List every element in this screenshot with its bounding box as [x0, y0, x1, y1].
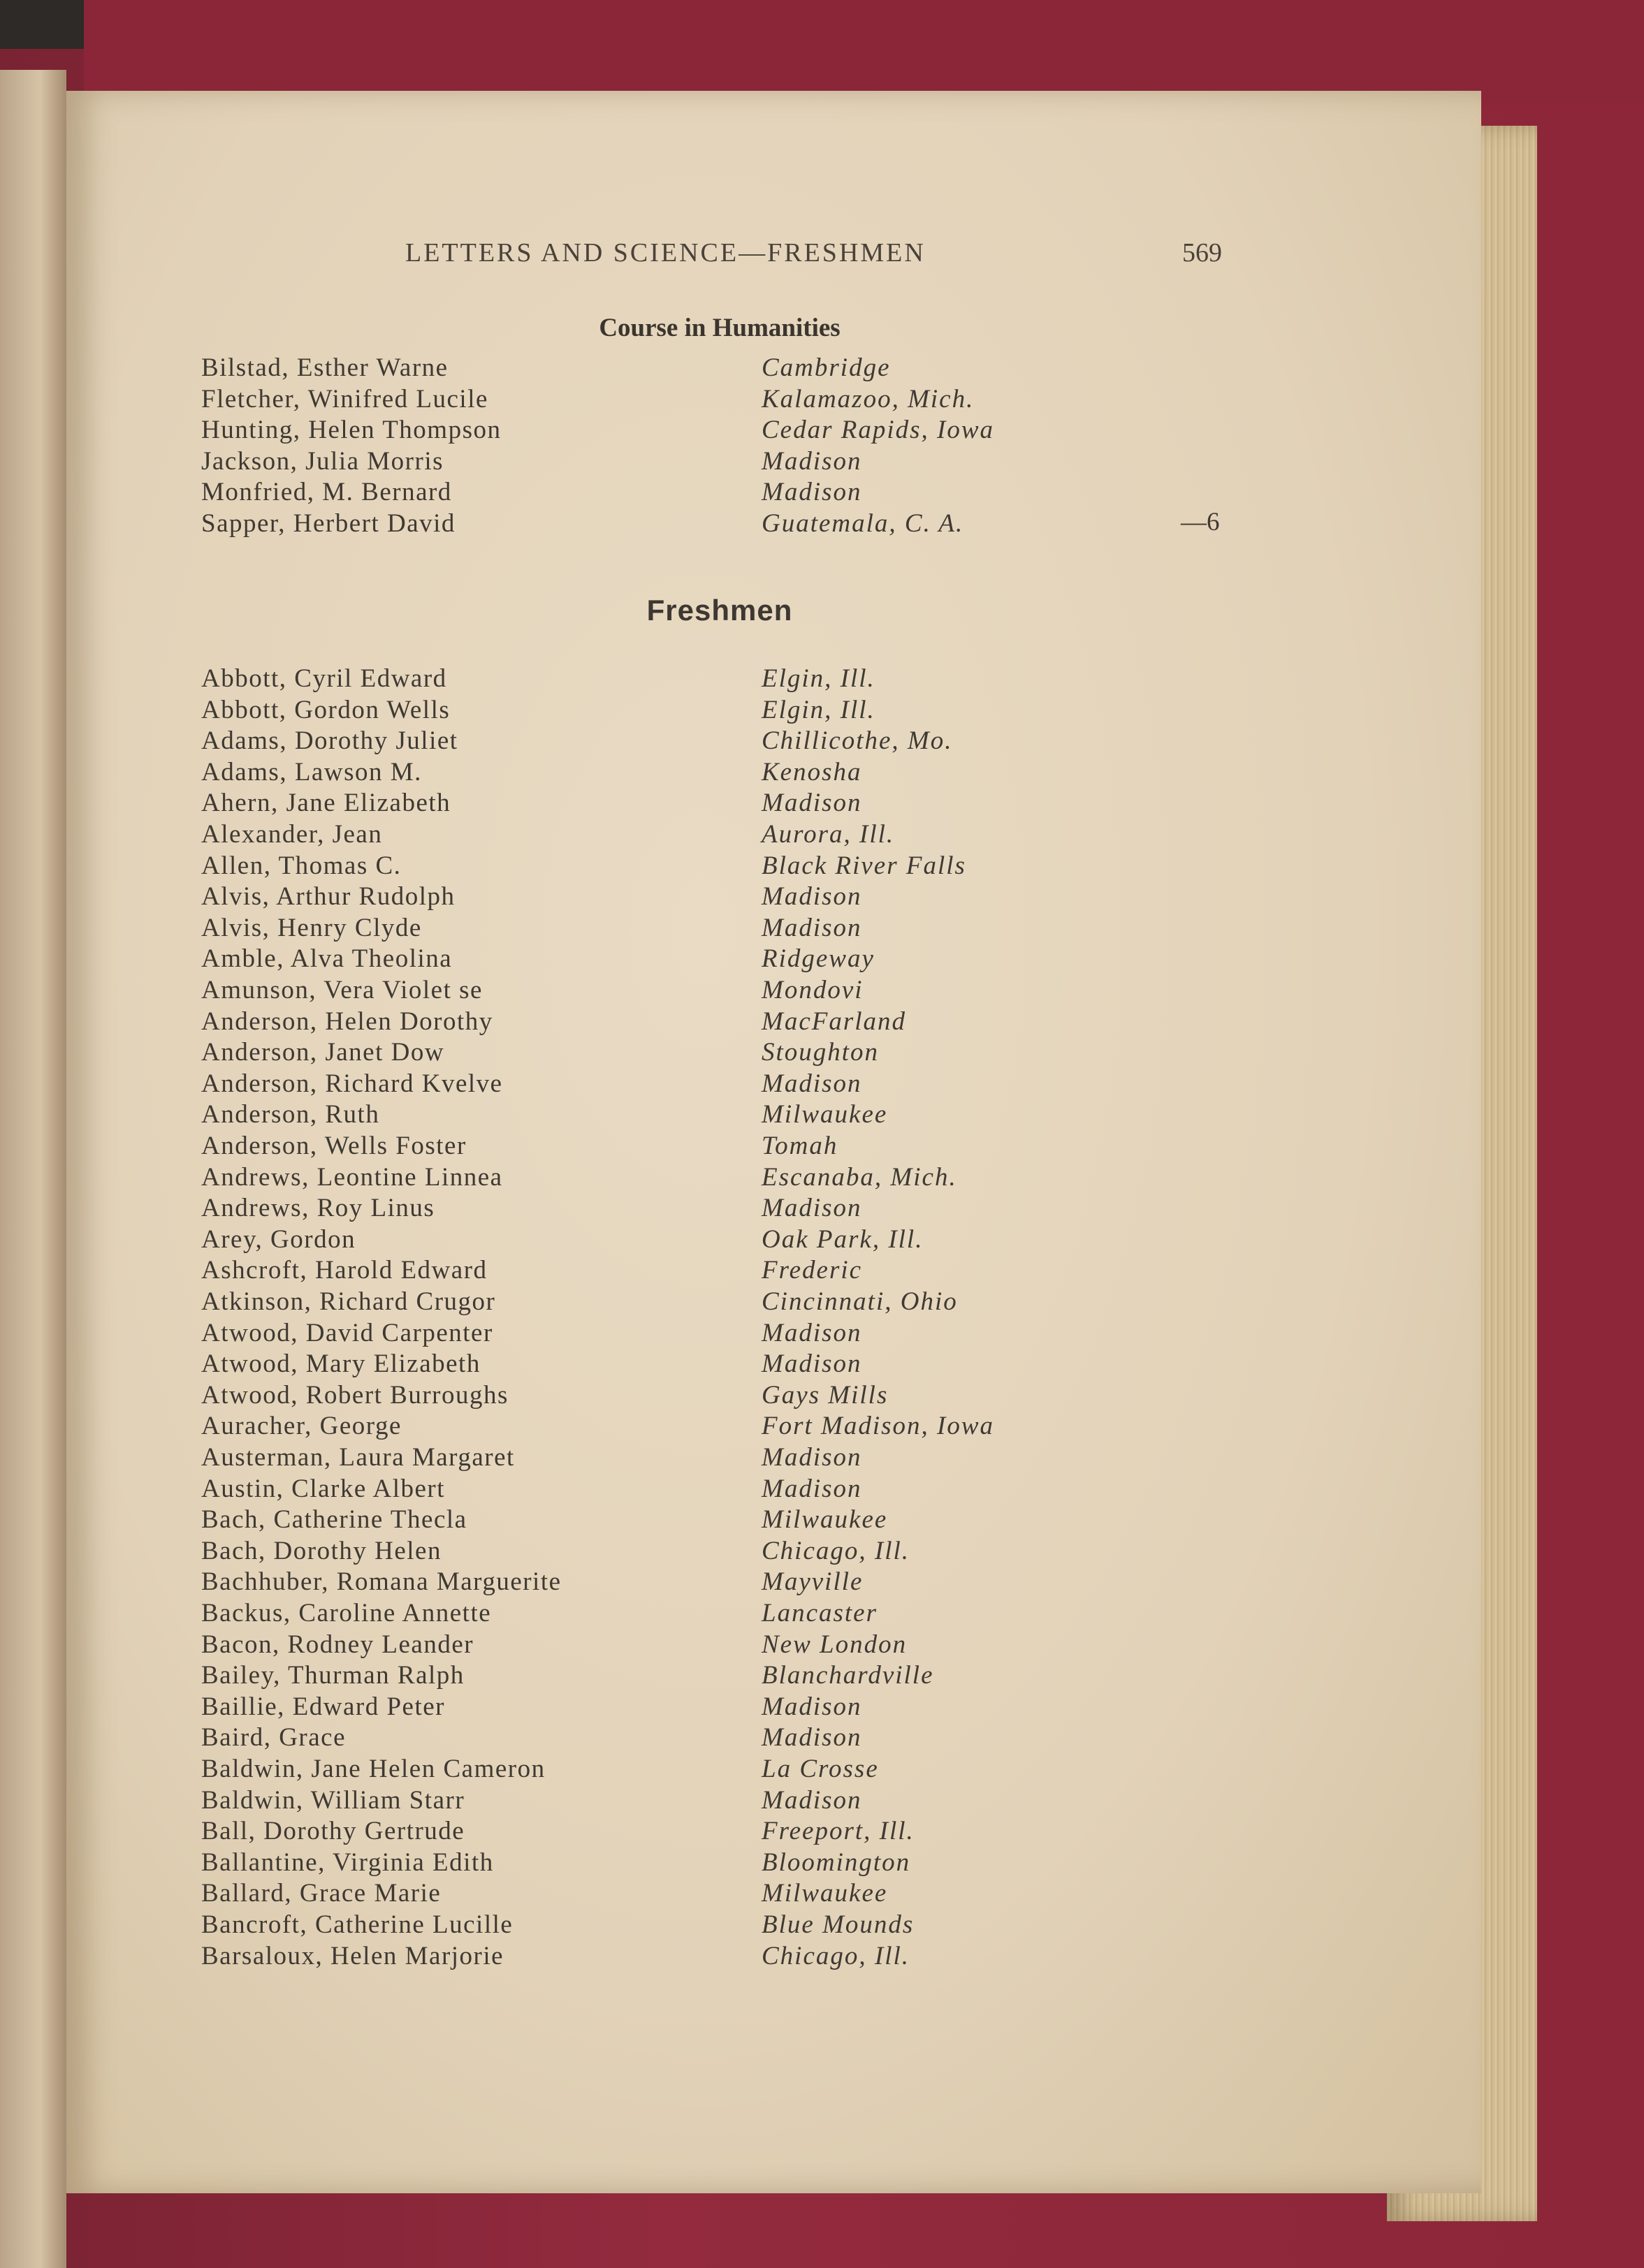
list-item: [0, 1380, 1397, 1411]
student-name: Alvis, Arthur Rudolph: [201, 882, 456, 912]
student-hometown: Elgin, Ill.: [762, 664, 875, 693]
student-hometown: Madison: [762, 446, 862, 476]
student-hometown: Gays Mills: [762, 1380, 889, 1410]
student-hometown: Kalamazoo, Mich.: [762, 384, 975, 414]
student-hometown: La Crosse: [762, 1755, 879, 1783]
student-name: Bach, Dorothy Helen: [201, 1536, 442, 1565]
student-hometown: Mayville: [762, 1567, 864, 1597]
student-hometown: Madison: [762, 1785, 862, 1815]
student-name: Ashcroft, Harold Edward: [201, 1256, 488, 1285]
student-hometown: Madison: [762, 1474, 862, 1503]
student-hometown: Madison: [762, 789, 862, 818]
student-name: Anderson, Helen Dorothy: [201, 1007, 493, 1036]
student-hometown: Milwaukee: [762, 1879, 888, 1908]
list-item: [0, 1411, 1397, 1442]
freshmen-title: Freshmen: [646, 594, 793, 627]
student-name: Bach, Catherine Thecla: [201, 1505, 467, 1535]
list-item: [0, 1816, 1397, 1847]
student-name: Anderson, Ruth: [201, 1100, 380, 1129]
list-item: [0, 819, 1397, 850]
list-item: [0, 664, 1397, 694]
student-hometown: Frederic: [762, 1256, 863, 1285]
student-hometown: Mondovi: [762, 976, 864, 1004]
list-item: [0, 1941, 1397, 1972]
student-hometown: Black River Falls: [762, 851, 966, 880]
student-hometown: Madison: [762, 882, 862, 912]
list-item: [0, 1505, 1397, 1535]
student-name: Alvis, Henry Clyde: [201, 913, 422, 942]
humanities-title: Course in Humanities: [599, 314, 841, 342]
list-item: [0, 1162, 1397, 1193]
student-hometown: Blanchardville: [762, 1661, 934, 1690]
list-item: [0, 1754, 1397, 1785]
list-item: [0, 1848, 1397, 1878]
student-name: Bilstad, Esther Warne: [201, 353, 449, 382]
student-hometown: Milwaukee: [762, 1505, 888, 1535]
list-item: [0, 415, 1397, 446]
student-name: Baldwin, William Starr: [201, 1785, 465, 1815]
list-item: [0, 1069, 1397, 1099]
list-item: [0, 353, 1397, 383]
humanities-count: —6: [1181, 508, 1220, 536]
student-name: Amunson, Vera Violet se: [201, 976, 483, 1004]
student-name: Austin, Clarke Albert: [201, 1474, 446, 1503]
student-hometown: Cambridge: [762, 353, 891, 382]
student-hometown: Ridgeway: [762, 944, 875, 974]
list-item: [0, 1224, 1397, 1255]
list-item: [0, 477, 1397, 508]
list-item: [0, 1318, 1397, 1349]
student-hometown: Blue Mounds: [762, 1910, 915, 1939]
student-hometown: Milwaukee: [762, 1100, 888, 1129]
list-item: [0, 1442, 1397, 1473]
student-hometown: Stoughton: [762, 1038, 880, 1067]
student-hometown: Madison: [762, 1349, 862, 1379]
student-hometown: Chillicothe, Mo.: [762, 726, 953, 756]
student-name: Monfried, M. Bernard: [201, 478, 452, 506]
list-item: [0, 881, 1397, 912]
list-item: [0, 726, 1397, 756]
student-hometown: Lancaster: [762, 1599, 878, 1627]
list-item: [0, 1287, 1397, 1317]
student-hometown: MacFarland: [762, 1007, 907, 1036]
list-item: [0, 1099, 1397, 1130]
list-item: [0, 975, 1397, 1006]
student-name: Bachhuber, Romana Marguerite: [201, 1567, 562, 1597]
list-item: [0, 1567, 1397, 1597]
student-name: Abbott, Cyril Edward: [201, 664, 447, 693]
list-item: [0, 384, 1397, 415]
student-name: Andrews, Roy Linus: [201, 1194, 435, 1223]
student-name: Bancroft, Catherine Lucille: [201, 1910, 514, 1939]
list-item: [0, 1193, 1397, 1224]
student-name: Austerman, Laura Margaret: [201, 1443, 515, 1472]
student-name: Baldwin, Jane Helen Cameron: [201, 1755, 546, 1783]
student-hometown: Madison: [762, 1443, 862, 1472]
student-name: Atwood, Mary Elizabeth: [201, 1349, 481, 1379]
list-item: [0, 1474, 1397, 1505]
student-name: Adams, Lawson M.: [201, 757, 422, 787]
list-item: [0, 1722, 1397, 1753]
student-hometown: Madison: [762, 1692, 862, 1721]
student-name: Anderson, Wells Foster: [201, 1132, 467, 1160]
list-item: [0, 1255, 1397, 1286]
list-item: [0, 1598, 1397, 1629]
student-name: Atkinson, Richard Crugor: [201, 1287, 496, 1316]
student-name: Auracher, George: [201, 1412, 402, 1441]
student-hometown: Madison: [762, 1069, 862, 1098]
student-hometown: Kenosha: [762, 757, 862, 787]
page-number: 569: [1182, 238, 1222, 268]
student-name: Amble, Alva Theolina: [201, 944, 453, 974]
student-name: Andrews, Leontine Linnea: [201, 1162, 503, 1192]
list-item: [0, 446, 1397, 477]
list-item: [0, 1536, 1397, 1567]
student-name: Baird, Grace: [201, 1723, 347, 1753]
list-item: [0, 1131, 1397, 1162]
list-item: [0, 1660, 1397, 1691]
list-item: [0, 913, 1397, 944]
student-hometown: Chicago, Ill.: [762, 1941, 910, 1970]
student-hometown: Tomah: [762, 1132, 838, 1160]
student-hometown: Cincinnati, Ohio: [762, 1287, 958, 1316]
student-name: Bacon, Rodney Leander: [201, 1630, 474, 1659]
student-hometown: Escanaba, Mich.: [762, 1162, 957, 1192]
student-hometown: Elgin, Ill.: [762, 695, 875, 724]
student-name: Fletcher, Winifred Lucile: [201, 384, 488, 414]
list-item: [0, 1692, 1397, 1722]
student-name: Adams, Dorothy Juliet: [201, 726, 458, 756]
student-name: Alexander, Jean: [201, 820, 383, 849]
student-hometown: New London: [762, 1630, 908, 1659]
student-hometown: Fort Madison, Iowa: [762, 1412, 995, 1441]
running-header: LETTERS AND SCIENCE—FRESHMEN: [405, 238, 926, 268]
student-hometown: Madison: [762, 913, 862, 942]
student-hometown: Aurora, Ill.: [762, 820, 895, 849]
list-item: [0, 757, 1397, 788]
list-item: [0, 851, 1397, 881]
list-item: [0, 1007, 1397, 1037]
student-hometown: Oak Park, Ill.: [762, 1224, 924, 1254]
student-hometown: Madison: [762, 1723, 862, 1753]
list-item: [0, 1785, 1397, 1816]
student-hometown: Freeport, Ill.: [762, 1817, 915, 1846]
student-hometown: Chicago, Ill.: [762, 1536, 910, 1565]
student-name: Atwood, David Carpenter: [201, 1318, 493, 1347]
list-item: [0, 1037, 1397, 1068]
student-name: Anderson, Janet Dow: [201, 1038, 445, 1067]
student-name: Arey, Gordon: [201, 1224, 356, 1254]
student-name: Sapper, Herbert David: [201, 509, 456, 538]
student-hometown: Madison: [762, 1194, 862, 1223]
list-item: [0, 1910, 1397, 1940]
student-name: Atwood, Robert Burroughs: [201, 1380, 509, 1410]
student-hometown: Madison: [762, 478, 862, 506]
student-name: Ballard, Grace Marie: [201, 1879, 442, 1908]
list-item: [0, 1349, 1397, 1380]
student-name: Backus, Caroline Annette: [201, 1599, 492, 1627]
student-hometown: Guatemala, C. A.: [762, 509, 964, 538]
student-name: Abbott, Gordon Wells: [201, 695, 451, 724]
student-name: Barsaloux, Helen Marjorie: [201, 1941, 504, 1970]
student-name: Hunting, Helen Thompson: [201, 416, 502, 444]
student-name: Baillie, Edward Peter: [201, 1692, 445, 1721]
list-item: [0, 1878, 1397, 1909]
list-item: [0, 788, 1397, 819]
student-hometown: Cedar Rapids, Iowa: [762, 416, 995, 444]
student-name: Anderson, Richard Kvelve: [201, 1069, 503, 1098]
student-name: Ahern, Jane Elizabeth: [201, 789, 451, 818]
student-name: Jackson, Julia Morris: [201, 446, 444, 476]
list-item: [0, 695, 1397, 726]
student-hometown: Madison: [762, 1318, 862, 1347]
list-item: [0, 944, 1397, 974]
student-name: Bailey, Thurman Ralph: [201, 1661, 465, 1690]
student-name: Ballantine, Virginia Edith: [201, 1848, 494, 1877]
student-name: Allen, Thomas C.: [201, 851, 402, 880]
student-name: Ball, Dorothy Gertrude: [201, 1817, 465, 1846]
list-item: [0, 1630, 1397, 1660]
student-hometown: Bloomington: [762, 1848, 911, 1877]
